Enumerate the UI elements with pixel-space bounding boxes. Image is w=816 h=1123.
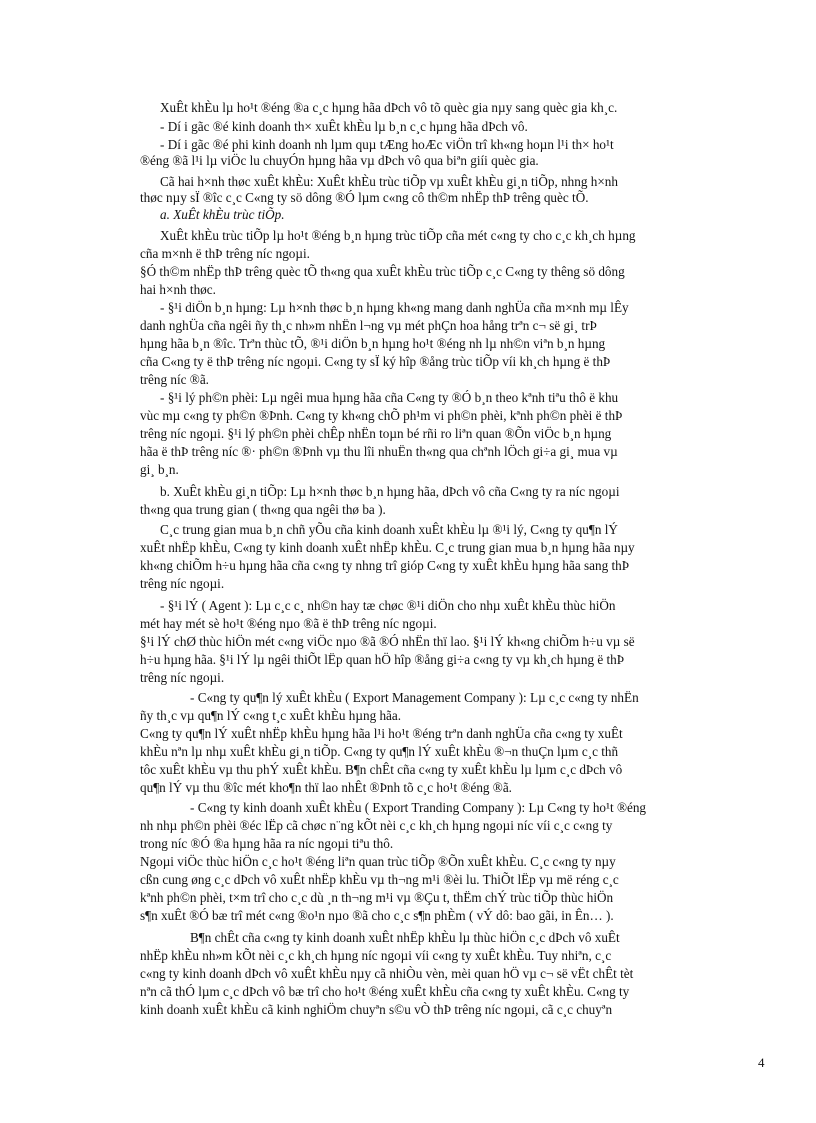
- text-line: th«ng qua trung gian ( th«ng qua ngêi thø ba ).: [140, 502, 386, 517]
- text-line: trêng níc ngoµi.: [140, 576, 225, 591]
- text-line: ®éng ®ã l¹i lµ viÖc lu chuyÓn hµng hãa vµ dÞch vô qua biªn giíi quèc gia.: [140, 153, 539, 168]
- text-line: hãa ë thÞ trêng níc ®· ph©n ®Þnh vµ thu lîi nhuËn th«ng qua chªnh lÖch gi÷a gi¸ mua vµ: [140, 444, 618, 459]
- text-line: C¸c trung gian mua b¸n chñ yÕu cña kinh doanh xuÊt khÈu lµ ®¹i lý, C«ng ty qu¶n lÝ: [160, 522, 618, 537]
- page-number: 4: [758, 1055, 765, 1070]
- text-line: c«ng ty kinh doanh dÞch vô xuÊt khÈu nµy cã nhiÒu vèn, mèi quan hÖ vµ c¬ së vËt chÊt tèt: [140, 966, 634, 981]
- text-line: xuÊt nhËp khÈu, C«ng ty kinh doanh xuÊt nhËp khÈu. C¸c trung gian mua b¸n hµng hãa nµy: [140, 540, 635, 555]
- text-line: C«ng ty qu¶n lÝ xuÊt nhËp khÈu hµng hãa l¹i ho¹t ®éng trªn danh nghÜa cña c«ng ty xuÊt: [140, 726, 623, 741]
- text-line: trong níc ®Ó ®a hµng hãa ra níc ngoµi tiªu thô.: [140, 836, 394, 851]
- text-line: ñy th¸c vµ qu¶n lÝ c«ng t¸c xuÊt khÈu hµng hãa.: [140, 708, 402, 723]
- text-line: - §¹i lý ph©n phèi: Lµ ngêi mua hµng hãa cña C«ng ty ®Ó b¸n theo kªnh tiªu thô ë khu: [160, 390, 619, 405]
- text-line: cßn cung øng c¸c dÞch vô xuÊt nhËp khÈu vµ th¬ng m¹i ®èi lu. ThiÕt lËp vµ më réng c¸c: [140, 872, 619, 887]
- text-line: trêng níc ®ã.: [140, 372, 209, 387]
- text-line: Cã hai h×nh thøc xuÊt khÈu: XuÊt khÈu trùc tiÕp vµ xuÊt khÈu gi¸n tiÕp, nhng h×nh: [160, 174, 618, 189]
- text-line: qu¶n lÝ vµ thu ®îc mét kho¶n thï lao nhÊt ®Þnh tõ c¸c ho¹t ®éng ®ã.: [140, 780, 512, 795]
- text-line: mét hay mét sè ho¹t ®éng nµo ®ã ë thÞ trêng níc ngoµi.: [140, 616, 437, 631]
- text-line: B¶n chÊt cña c«ng ty kinh doanh xuÊt nhËp khÈu lµ thùc hiÖn c¸c dÞch vô xuÊt: [190, 930, 620, 945]
- text-line: a. XuÊt khÈu trùc tiÕp.: [160, 207, 285, 222]
- text-line: §¹i lÝ chØ thùc hiÖn mét c«ng viÖc nµo ®ã ®Ó nhËn thï lao. §¹i lÝ kh«ng chiÕm h÷u vµ së: [140, 634, 635, 649]
- text-line: khÈu nªn lµ nhµ xuÊt khÈu gi¸n tiÕp. C«ng ty qu¶n lÝ xuÊt khÈu ®¬n thuÇn lµm c¸c thñ: [140, 744, 619, 759]
- text-line: §Ó th©m nhËp thÞ trêng quèc tÕ th«ng qua xuÊt khÈu trùc tiÕp c¸c C«ng ty thêng sö dông: [140, 264, 625, 279]
- text-line: vùc mµ c«ng ty ph©n ®Þnh. C«ng ty kh«ng chÕ ph¹m vi ph©n phèi, kªnh ph©n phèi ë thÞ: [140, 408, 623, 423]
- text-line: tôc xuÊt khÈu vµ thu phÝ xuÊt khÈu. B¶n chÊt cña c«ng ty xuÊt khÈu lµ lµm c¸c dÞch vô: [140, 762, 623, 777]
- text-line: - C«ng ty qu¶n lý xuÊt khÈu ( Export Management Company ): Lµ c¸c c«ng ty nhËn: [190, 690, 639, 705]
- text-line: - §¹i diÖn b¸n hµng: Lµ h×nh thøc b¸n hµng kh«ng mang danh nghÜa cña m×nh mµ lÊy: [160, 300, 629, 315]
- text-line: b. XuÊt khÈu gi¸n tiÕp: Lµ h×nh thøc b¸n hµng hãa, dÞch vô cña C«ng ty ra níc ngoµi: [160, 484, 620, 499]
- text-line: h÷u hµng hãa. §¹i lÝ lµ ngêi thiÕt lËp quan hÖ hîp ®ång gi÷a c«ng ty vµ kh¸ch hµng ë thÞ: [140, 652, 625, 667]
- text-line: - Dí i gãc ®é phi kinh doanh nh lµm quµ tÆng hoÆc viÖn trî kh«ng hoµn l¹i th× ho¹t: [160, 137, 614, 152]
- text-line: kinh doanh xuÊt khÈu cã kinh nghiÖm chuyªn s©u vÒ thÞ trêng níc ngoµi, cã c¸c chuyªn: [140, 1002, 613, 1017]
- text-line: XuÊt khÈu trùc tiÕp lµ ho¹t ®éng b¸n hµng trùc tiÕp cña mét c«ng ty cho c¸c kh¸ch hµng: [160, 228, 636, 243]
- text-line: nªn cã thÓ lµm c¸c dÞch vô bæ trî cho ho¹t ®éng xuÊt khÈu cña c«ng ty xuÊt khÈu. C«ng ty: [140, 984, 630, 999]
- text-line: trêng níc ngoµi. §¹i lý ph©n phèi chÊp nhËn toµn bé rñi ro liªn quan ®Õn viÖc b¸n hµng: [140, 426, 612, 441]
- text-line: nh nhµ ph©n phèi ®éc lËp cã chøc n¨ng kÕt nèi c¸c kh¸ch hµng ngoµi níc víi c¸c c«ng ty: [140, 818, 613, 833]
- text-line: cña m×nh ë thÞ trêng níc ngoµi.: [140, 246, 310, 261]
- text-line: hµng hãa b¸n ®îc. Trªn thùc tÕ, ®¹i diÖn b¸n hµng ho¹t ®éng nh lµ nh©n viªn b¸n hµng: [140, 336, 606, 351]
- text-line: Ngoµi viÖc thùc hiÖn c¸c ho¹t ®éng liªn quan trùc tiÕp ®Õn xuÊt khÈu. C¸c c«ng ty nµy: [140, 854, 616, 869]
- text-line: gi¸ b¸n.: [140, 462, 179, 477]
- text-line: thøc nµy sÏ ®îc c¸c C«ng ty sö dông ®Ó lµm c«ng cô th©m nhËp thÞ trêng quèc tÕ.: [140, 190, 589, 205]
- text-line: kªnh ph©n phèi, t×m trî cho c¸c dù ¸n th¬ng m¹i vµ ®Çu t, thËm chÝ trùc tiÕp thùc hiÖn: [140, 890, 614, 905]
- text-line: trêng níc ngoµi.: [140, 670, 225, 685]
- text-line: - C«ng ty kinh doanh xuÊt khÈu ( Export Tranding Company ): Lµ C«ng ty ho¹t ®éng: [190, 800, 647, 815]
- text-line: nhËp khÈu nh»m kÕt nèi c¸c kh¸ch hµng níc ngoµi víi c«ng ty xuÊt khÈu. Tuy nhiªn, c¸c: [140, 948, 612, 963]
- text-line: hai h×nh thøc.: [140, 282, 216, 297]
- text-line: XuÊt khÈu lµ ho¹t ®éng ®a c¸c hµng hãa dÞch vô tõ quèc gia nµy sang quèc gia kh¸c.: [160, 100, 618, 115]
- text-line: - §¹i lÝ ( Agent ): Lµ c¸c c¸ nh©n hay tæ chøc ®¹i diÖn cho nhµ xuÊt khÈu thùc hiÖn: [160, 598, 616, 613]
- text-line: - Dí i gãc ®é kinh doanh th× xuÊt khÈu lµ b¸n c¸c hµng hãa dÞch vô.: [160, 119, 528, 134]
- text-line: kh«ng chiÕm h÷u hµng hãa cña c«ng ty nhng trî gióp C«ng ty xuÊt khÈu hµng hãa sang thÞ: [140, 558, 630, 573]
- text-line: s¶n xuÊt ®Ó bæ trî mét c«ng ®o¹n nµo ®ã cho c¸c s¶n phÈm ( vÝ dô: bao gãi, in Ên… ).: [140, 908, 614, 923]
- text-line: cña C«ng ty ë thÞ trêng níc ngoµi. C«ng ty sÏ ký hîp ®ång trùc tiÕp víi kh¸ch hµng ë thÞ: [140, 354, 611, 369]
- text-line: danh nghÜa cña ngêi ñy th¸c nh»m nhËn l¬ng vµ mét phÇn hoa hång trªn c¬ së gi¸ trÞ: [140, 318, 597, 333]
